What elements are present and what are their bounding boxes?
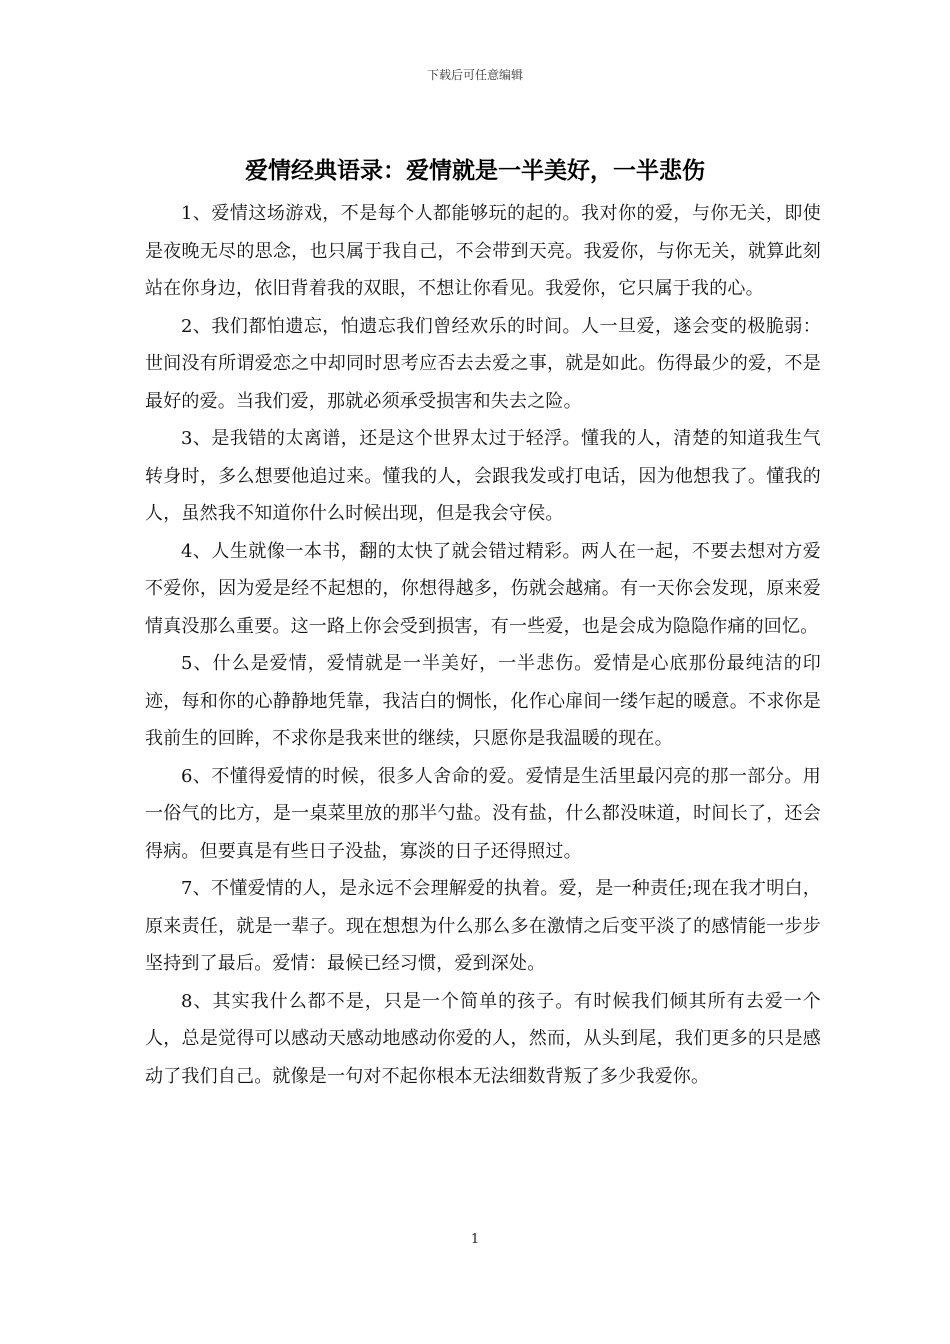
page-number: 1: [470, 1232, 480, 1247]
paragraph-2: 2、我们都怕遗忘，怕遗忘我们曾经欢乐的时间。人一旦爱，遂会变的极脆弱：世间没有所谓爱恋之中却同时思考应否去去爱之事，就是如此。伤得最少的爱，不是最好的爱。当我们爱，那就必须承受损害和失去之险。: [145, 315, 821, 412]
paragraph-1: 1、爱情这场游戏，不是每个人都能够玩的起的。我对你的爱，与你无关，即使是夜晚无尽的思念，也只属于我自己，不会带到天亮。我爱你，与你无关，就算此刻站在你身边，依旧背着我的双眼，不想让你看见。我爱你，它只属于我的心。: [145, 203, 821, 299]
document-body: [145, 195, 821, 1095]
paragraph-8: 8、其实我什么都不是，只是一个简单的孩子。有时候我们倾其所有去爱一个人，总是觉得可以感动天感动地感动你爱的人，然而，从头到尾，我们更多的只是感动了我们自己。就像是一句对不起你根本无法细数背叛了多少我爱你。: [145, 990, 821, 1087]
paragraph-6: 6、不懂得爱情的时候，很多人舍命的爱。爱情是生活里最闪亮的那一部分。用一俗气的比方，是一桌菜里放的那半勺盐。没有盐，什么都没味道，时间长了，还会得病。但要真是有些日子没盐，寡淡的日子还得照过。: [145, 765, 821, 862]
header-note: 下载后可任意编辑: [426, 68, 523, 82]
paragraph-5: 5、什么是爱情，爱情就是一半美好，一半悲伤。爱情是心底那份最纯洁的印迹，每和你的心静静地凭靠，我洁白的惆怅，化作心扉间一缕乍起的暖意。不求你是我前生的回眸，不求你是我来世的继续，只愿你是我温暖的现在。: [145, 653, 821, 749]
paragraph-3: 3、是我错的太离谱，还是这个世界太过于轻浮。懂我的人，清楚的知道我生气转身时，多么想要他追过来。懂我的人，会跟我发或打电话，因为他想我了。懂我的人，虽然我不知道你什么时候出现，但是我会守侯。: [145, 428, 821, 524]
paragraph-7: 7、不懂爱情的人，是永远不会理解爱的执着。爱，是一种责任;现在我才明白，原来责任，就是一辈子。现在想想为什么那么多在激情之后变平淡了的感情能一步步坚持到了最后。爱情：最候已经习惯，爱到深处。: [145, 878, 821, 974]
paragraph-4: 4、人生就像一本书，翻的太快了就会错过精彩。两人在一起，不要去想对方爱不爱你，因为爱是经不起想的，你想得越多，伤就会越痛。有一天你会发现，原来爱情真没那么重要。这一路上你会受到损害，有一些爱，也是会成为隐隐作痛的回忆。: [145, 540, 821, 637]
document-title: 爱情经典语录：爱情就是一半美好，一半悲伤: [245, 157, 705, 184]
